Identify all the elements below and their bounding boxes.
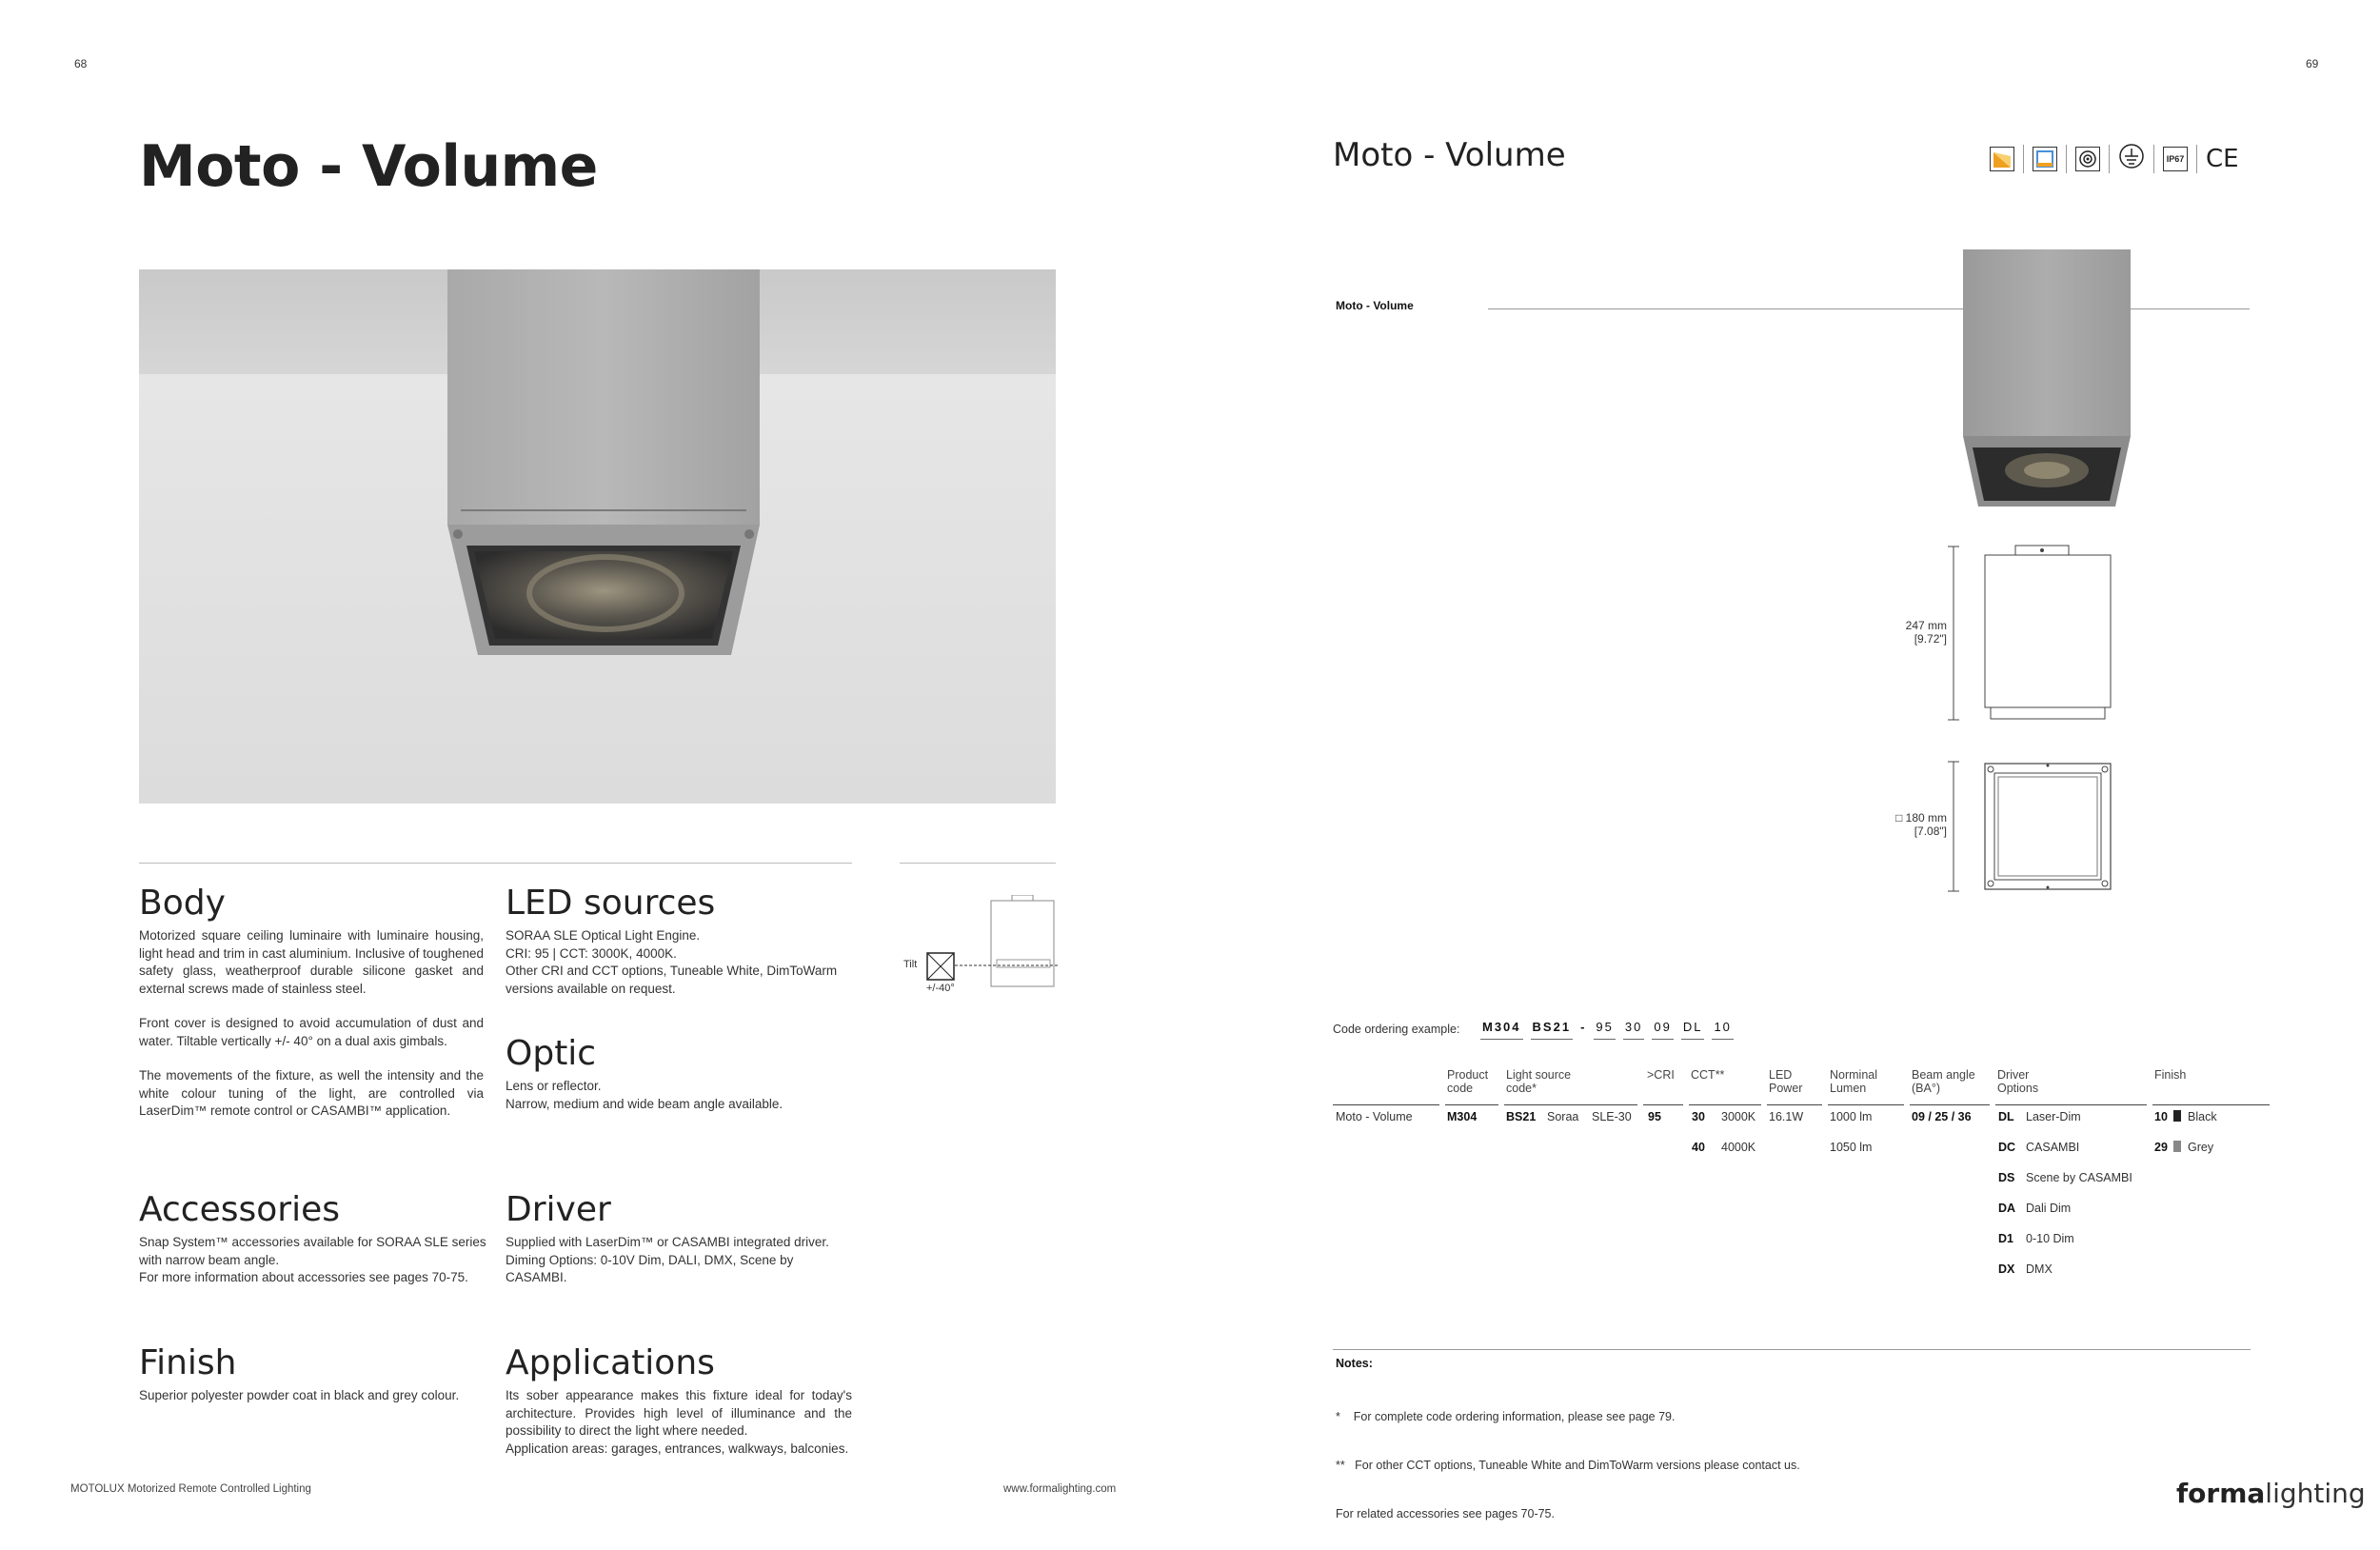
casambi-icon [2075, 147, 2100, 171]
dimension-height-mm: 247 mm [1905, 619, 1947, 632]
finish-swatch-grey [2173, 1141, 2181, 1152]
finish-name: Black [2188, 1110, 2217, 1123]
table-cct-code: 30 [1692, 1110, 1705, 1123]
code-part-text: 95 [1596, 1020, 1614, 1034]
driver-code: DA [1998, 1202, 2016, 1215]
dimension-width-mm: □ 180 mm [1895, 811, 1947, 825]
table-header-driver: Driver Options [1997, 1068, 2039, 1095]
dimension-height [1880, 619, 1947, 646]
section-optic-text: Lens or reflector. Narrow, medium and wide beam angle available. [506, 1079, 783, 1111]
notes-divider [1333, 1349, 2251, 1350]
notes-list [1336, 1377, 1800, 1539]
table-light-source-model: SLE-30 [1592, 1110, 1632, 1123]
table-cct-code: 40 [1692, 1141, 1705, 1154]
finish-code: 10 [2154, 1110, 2168, 1123]
driver-name: 0-10 Dim [2026, 1232, 2074, 1245]
product-render [1959, 248, 2132, 510]
table-light-source-code: BS21 [1506, 1110, 1537, 1123]
section-heading-body: Body [139, 884, 226, 923]
driver-name: Laser-Dim [2026, 1110, 2081, 1123]
icon-separator [2153, 145, 2154, 173]
section-heading-optic: Optic [506, 1034, 597, 1073]
section-heading-applications: Applications [506, 1343, 715, 1382]
driver-code: DL [1998, 1110, 2014, 1123]
divider [900, 863, 1056, 864]
table-lumen: 1050 lm [1830, 1141, 1873, 1154]
table-header-lumen: Norminal Lumen [1830, 1068, 1878, 1095]
ip67-icon [2163, 147, 2188, 171]
table-header-cct: CCT** [1691, 1068, 1725, 1082]
product-photo [139, 269, 1056, 804]
driver-name: Scene by CASAMBI [2026, 1171, 2132, 1184]
table-beam-angle: 09 / 25 / 36 [1912, 1110, 1972, 1123]
ce-label: CE [2206, 144, 2239, 173]
section-heading-led: LED sources [506, 884, 716, 923]
icon-separator [2066, 145, 2067, 173]
tilt-angle: +/-40° [926, 983, 955, 994]
code-part [1480, 1019, 1523, 1040]
section-applications-text: Its sober appearance makes this fixture ideal for today's architecture. Provides high level of illuminance and the possibility to direct the light where needed. Application areas: garages, entrances, walkways, balconies. [506, 1388, 852, 1456]
section-driver-text: Supplied with LaserDim™ or CASAMBI integrated driver. Diming Options: 0-10V Dim, DALI, DMX, Scene by CASAMBI. [506, 1235, 829, 1284]
paragraph: The movements of the fixture, as well the intensity and the white colour tuning of the light, are controlled via LaserDim™ remote control or CASAMBI™ application. [139, 1068, 484, 1118]
icon-separator [2196, 145, 2197, 173]
dimension-width [1880, 811, 1947, 838]
note-line: ** For other CCT options, Tuneable White and DimToWarm versions please contact us. [1336, 1459, 1800, 1472]
code-part [1681, 1019, 1705, 1040]
section-heading-driver: Driver [506, 1190, 611, 1229]
driver-code: DX [1998, 1262, 2015, 1276]
section-heading-finish: Finish [139, 1343, 237, 1382]
code-part [1580, 1019, 1586, 1039]
finish-code: 29 [2154, 1141, 2168, 1154]
page-title: Moto - Volume [139, 133, 598, 200]
icon-separator [2109, 145, 2110, 173]
dimension-width-in: [7.08"] [1914, 825, 1947, 838]
driver-code: DC [1998, 1141, 2016, 1154]
section-finish-text: Superior polyester powder coat in black and grey colour. [139, 1388, 460, 1402]
ce-mark-icon [2206, 145, 2239, 173]
logo-bold: forma [2176, 1478, 2266, 1509]
code-part-text: - [1580, 1020, 1587, 1034]
product-label: Moto - Volume [1336, 299, 1414, 312]
driver-name: CASAMBI [2026, 1141, 2080, 1154]
table-light-source-brand: Soraa [1547, 1110, 1579, 1123]
certification-icons [1990, 143, 2239, 174]
table-header-finish: Finish [2154, 1068, 2187, 1082]
tilt-diagram [900, 895, 1061, 1009]
code-part [1712, 1019, 1733, 1040]
table-cct-value: 3000K [1721, 1110, 1756, 1123]
table-cri: 95 [1648, 1110, 1661, 1123]
icon-separator [2023, 145, 2024, 173]
product-title: Moto - Volume [1333, 136, 1566, 174]
code-part [1594, 1019, 1615, 1040]
code-example-label: Code ordering example: [1333, 1023, 1460, 1036]
footer-brand-line: MOTOLUX Motorized Remote Controlled Lighting [70, 1483, 311, 1495]
driver-name: DMX [2026, 1262, 2053, 1276]
divider [139, 863, 852, 864]
code-part-text: DL [1682, 1020, 1703, 1034]
section-body-text [139, 927, 484, 1138]
driver-code: DS [1998, 1171, 2015, 1184]
code-part [1623, 1019, 1644, 1040]
notes-heading: Notes: [1336, 1357, 1373, 1370]
finish-name: Grey [2188, 1141, 2214, 1154]
dimension-height-in: [9.72"] [1914, 632, 1947, 646]
side-elevation-drawing [1940, 541, 2117, 731]
paragraph: Motorized square ceiling luminaire with luminaire housing, light head and trim in cast aluminium. Inclusive of toughened safety glass, weatherproof durable silicone gasket and external screws made of stainless steel. [139, 928, 484, 996]
table-lumen: 1000 lm [1830, 1110, 1873, 1123]
table-product-code: M304 [1447, 1110, 1478, 1123]
dim-to-warm-icon [2033, 147, 2057, 171]
section-led-text: SORAA SLE Optical Light Engine. CRI: 95 | CCT: 3000K, 4000K. Other CRI and CCT options, Tuneable White, DimToWarm versions available on request. [506, 928, 838, 996]
note-line: * For complete code ordering information, please see page 79. [1336, 1410, 1676, 1423]
tilt-label: Tilt [903, 959, 918, 970]
table-header-cri: >CRI [1647, 1068, 1675, 1082]
finish-swatch-black [2173, 1110, 2181, 1122]
table-led-power: 16.1W [1769, 1110, 1804, 1123]
top-view-drawing [1940, 758, 2117, 897]
note-line: For related accessories see pages 70-75. [1336, 1507, 1555, 1520]
ip67-label: IP67 [2166, 153, 2185, 164]
footer-website-link[interactable]: www.formalighting.com [1003, 1483, 1117, 1495]
code-part [1652, 1019, 1673, 1040]
section-accessories-text: Snap System™ accessories available for SORAA SLE series with narrow beam angle. For more information about accessories see pages 70-75. [139, 1235, 486, 1284]
table-cct-value: 4000K [1721, 1141, 1756, 1154]
code-part-text: 10 [1714, 1020, 1732, 1034]
table-header-led-power: LED Power [1769, 1068, 1803, 1095]
product-label-line [1488, 308, 2250, 309]
logo-light: lighting [2265, 1478, 2366, 1509]
table-header-beam-angle: Beam angle (BA°) [1912, 1068, 1975, 1095]
earth-ground-icon [2118, 143, 2145, 174]
code-part-text: M304 [1482, 1020, 1521, 1034]
table-header-product-code: Product code [1447, 1068, 1489, 1095]
light-distribution-icon [1990, 147, 2014, 171]
driver-name: Dali Dim [2026, 1202, 2072, 1215]
code-part [1531, 1019, 1574, 1040]
section-heading-accessories: Accessories [139, 1190, 340, 1229]
page-number-left: 68 [74, 57, 88, 70]
page-number-right: 69 [2306, 57, 2319, 70]
paragraph: Front cover is designed to avoid accumulation of dust and water. Tiltable vertically +/- 40° on a dual axis gimbals. [139, 1016, 484, 1048]
table-row-name: Moto - Volume [1336, 1110, 1413, 1123]
code-part-text: BS21 [1532, 1020, 1572, 1034]
driver-code: D1 [1998, 1232, 2013, 1245]
code-part-text: 30 [1624, 1020, 1643, 1034]
code-example [1480, 1019, 1734, 1040]
code-part-text: 09 [1654, 1020, 1672, 1034]
table-header-rule [1333, 1104, 2270, 1106]
table-header-light-source: Light source code* [1506, 1068, 1572, 1095]
brand-logo [2176, 1478, 2366, 1509]
